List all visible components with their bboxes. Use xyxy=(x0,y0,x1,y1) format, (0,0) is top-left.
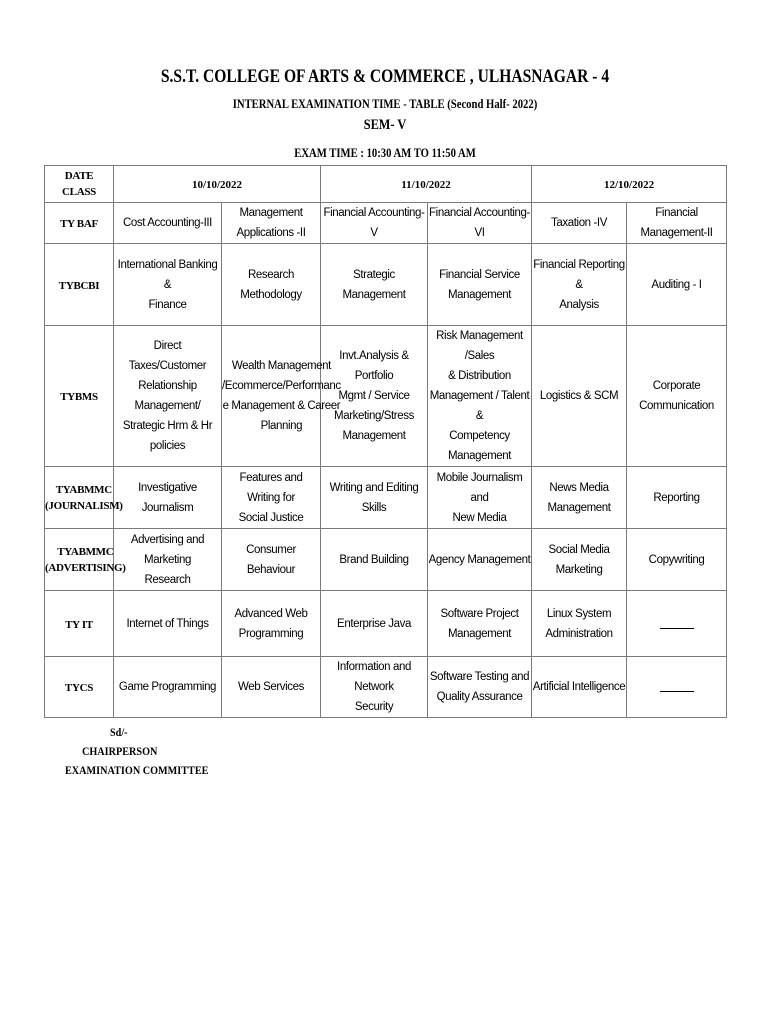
table-row xyxy=(45,529,727,591)
college-title: S.S.T. COLLEGE OF ARTS & COMMERCE , ULHASNAGAR - 4 xyxy=(160,66,610,87)
subject-label: Advanced Web Programming xyxy=(234,607,308,640)
subject-cell xyxy=(114,591,222,657)
subject-label: Wealth Management /Ecommerce/Performanc e Management & Career Planning xyxy=(222,360,341,432)
subject-cell xyxy=(222,326,341,467)
subject-label: Writing and Editing Skills xyxy=(329,481,419,514)
class-cell xyxy=(45,467,123,529)
date-label: 12/10/2022 xyxy=(603,179,655,191)
subject-cell xyxy=(532,591,627,657)
subject-label: International Banking & Finance xyxy=(117,258,218,311)
subject-cell xyxy=(321,326,428,467)
subject-cell xyxy=(222,203,321,244)
subject-cell xyxy=(532,657,627,718)
class-cell xyxy=(45,203,114,244)
subject-label: Mobile Journalism and New Media xyxy=(436,471,523,524)
subject-cell xyxy=(222,591,321,657)
empty-dash xyxy=(660,628,694,629)
subject-label: Corporate Communication xyxy=(639,380,714,412)
subject-cell xyxy=(532,467,627,529)
exam-time: EXAM TIME : 10:30 AM TO 11:50 AM xyxy=(294,145,476,160)
subject-label: Research Methodology xyxy=(240,268,302,301)
timetable xyxy=(44,165,727,718)
subject-label: Invt.Analysis & Portfolio Mgmt / Service Marketing/Stress Management xyxy=(334,350,414,442)
subject-label: Financial Accounting-V xyxy=(323,207,425,239)
date-label: 10/10/2022 xyxy=(191,179,243,191)
corner-label: DATE CLASS xyxy=(62,170,96,198)
subject-cell xyxy=(532,244,627,326)
subject-cell xyxy=(428,591,532,657)
subject-label: Logistics & SCM xyxy=(539,390,619,402)
semester-label: SEM- V xyxy=(363,117,407,133)
subject-cell xyxy=(114,203,222,244)
subject-cell xyxy=(428,529,532,591)
date-label: 11/10/2022 xyxy=(401,179,451,191)
subject-cell xyxy=(627,244,727,326)
subject-cell xyxy=(321,467,428,529)
subject-cell xyxy=(428,467,532,529)
subject-cell xyxy=(222,467,321,529)
subject-label: Linux System Administration xyxy=(545,607,613,640)
subject-label: Internet of Things xyxy=(126,617,209,630)
class-label: TYBCBI xyxy=(58,279,100,292)
class-cell xyxy=(45,657,114,718)
subject-label: Software Project Management xyxy=(440,607,519,640)
empty-cell xyxy=(627,591,727,657)
table-row xyxy=(45,657,727,718)
date-header-row xyxy=(45,166,727,203)
subject-cell xyxy=(428,326,532,467)
subject-label: Management Applications -II xyxy=(236,207,306,239)
subject-label: Copywriting xyxy=(648,553,705,566)
subject-label: Direct Taxes/Customer Relationship Management/ Strategic Hrm & Hr policies xyxy=(122,340,213,452)
subject-label: Auditing - I xyxy=(651,278,702,291)
table-row xyxy=(45,326,727,467)
subject-label: Financial Accounting-VI xyxy=(429,207,530,239)
subject-label: Social Media Marketing xyxy=(548,543,610,576)
subject-label: Investigative Journalism xyxy=(138,481,197,514)
class-label: TYABMMC (JOURNALISM) xyxy=(45,483,123,512)
table-row xyxy=(45,203,727,244)
signature-committee: EXAMINATION COMMITTEE xyxy=(65,763,209,777)
table-row xyxy=(45,591,727,657)
subject-label: Artificial Intelligence xyxy=(532,681,626,693)
subject-cell xyxy=(114,326,222,467)
subject-label: Agency Management xyxy=(428,553,531,566)
subject-cell xyxy=(114,529,222,591)
empty-dash xyxy=(660,691,694,692)
class-label: TYCS xyxy=(64,682,94,694)
class-label: TYABMMC (ADVERTISING) xyxy=(45,545,126,574)
subject-label: Features and Writing for Social Justice xyxy=(238,471,304,524)
class-cell xyxy=(45,591,114,657)
subject-cell xyxy=(114,244,222,326)
subject-cell xyxy=(428,657,532,718)
class-label: TYBMS xyxy=(60,391,98,403)
subject-cell xyxy=(627,326,727,467)
date-cell xyxy=(321,166,532,203)
subject-label: Risk Management /Sales & Distribution Management / Talent & Competency Management xyxy=(429,330,530,462)
subject-cell xyxy=(532,203,627,244)
subject-label: Taxation -IV xyxy=(551,217,607,229)
subject-label: Financial Service Management xyxy=(439,268,520,301)
subject-cell xyxy=(222,529,321,591)
table-row xyxy=(45,244,727,326)
subject-label: Cost Accounting-III xyxy=(123,217,212,229)
class-cell xyxy=(45,529,126,591)
subject-label: Reporting xyxy=(653,491,700,504)
date-cell xyxy=(532,166,727,203)
empty-cell xyxy=(627,657,727,718)
subject-label: Brand Building xyxy=(339,553,409,566)
subject-cell xyxy=(627,203,727,244)
class-cell xyxy=(45,326,114,467)
subject-label: Financial Reporting & Analysis xyxy=(533,258,625,311)
signature-chairperson: CHAIRPERSON xyxy=(82,744,158,758)
timetable-subtitle: INTERNAL EXAMINATION TIME - TABLE (Second Half- 2022) xyxy=(232,96,538,111)
subject-cell xyxy=(114,657,222,718)
subject-cell xyxy=(321,203,428,244)
subject-label: Information and Network Security xyxy=(337,661,411,713)
subject-cell xyxy=(627,529,727,591)
class-label: TY BAF xyxy=(60,218,98,230)
subject-cell xyxy=(321,657,428,718)
class-label: TY IT xyxy=(65,618,93,631)
date-cell xyxy=(114,166,321,203)
class-cell xyxy=(45,244,114,326)
subject-cell xyxy=(321,244,428,326)
subject-label: Consumer Behaviour xyxy=(246,543,296,576)
subject-cell xyxy=(532,326,627,467)
subject-label: Strategic Management xyxy=(342,268,406,301)
subject-cell xyxy=(321,591,428,657)
subject-label: News Media Management xyxy=(547,481,611,514)
subject-cell xyxy=(428,203,532,244)
corner-label-cell xyxy=(45,166,114,203)
subject-cell xyxy=(627,467,727,529)
subject-cell xyxy=(532,529,627,591)
subject-cell xyxy=(428,244,532,326)
table-row xyxy=(45,467,727,529)
subject-label: Financial Management-II xyxy=(640,207,713,239)
subject-cell xyxy=(114,467,222,529)
subject-cell xyxy=(222,244,321,326)
subject-label: Software Testing and Quality Assurance xyxy=(429,671,530,703)
subject-cell xyxy=(222,657,321,718)
subject-cell xyxy=(321,529,428,591)
subject-label: Game Programming xyxy=(118,681,217,693)
signature-sd: Sd/- xyxy=(110,725,128,739)
subject-label: Web Services xyxy=(238,681,304,693)
subject-label: Advertising and Marketing Research xyxy=(130,533,205,586)
subject-label: Enterprise Java xyxy=(337,617,411,630)
